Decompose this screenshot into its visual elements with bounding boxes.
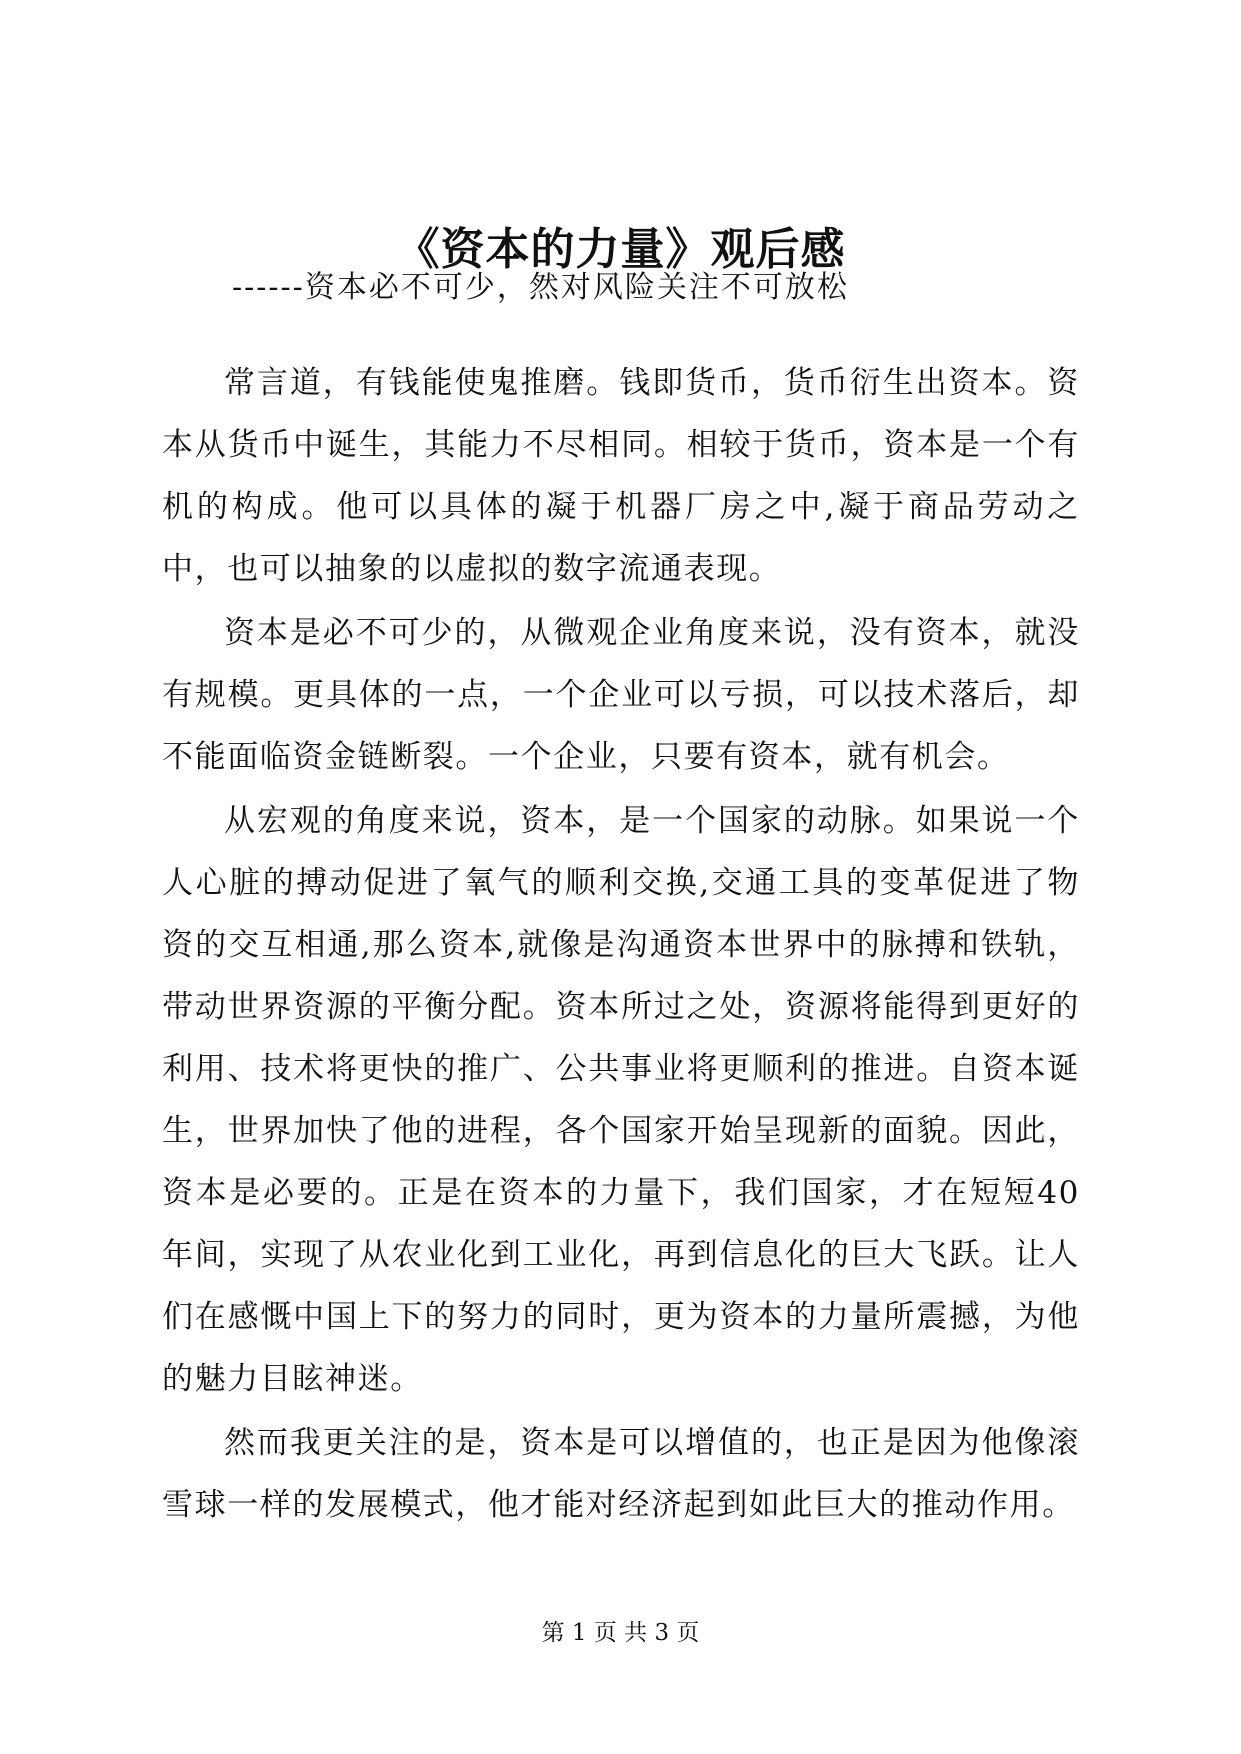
paragraph-2: 资本是必不可少的，从微观企业角度来说，没有资本，就没有规模。更具体的一点，一个企业可以亏损，可以技术落后，却不能面临资金链断裂。一个企业，只要有资本，就有机会。	[162, 615, 1080, 775]
page-number-footer: 第 1 页 共 3 页	[541, 1620, 700, 1646]
paragraph-4: 然而我更关注的是，资本是可以增值的，也正是因为他像滚雪球一样的发展模式，他才能对经济起到如此巨大的推动作用。	[162, 1425, 1080, 1523]
paragraph-3: 从宏观的角度来说，资本，是一个国家的动脉。如果说一个人心脏的搏动促进了氧气的顺利交换,交通工具的变革促进了物资的交互相通,那么资本,就像是沟通资本世界中的脉搏和铁轨，带动世界资源的平衡分配。资本所过之处，资源将能得到更好的利用、技术将更快的推广、公共事业将更顺利的推进。自资本诞生，世界加快了他的进程，各个国家开始呈现新的面貌。因此，资本是必要的。正是在资本的力量下，我们国家，才在短短40年间，实现了从农业化到工业化，再到信息化的巨大飞跃。让人们在感慨中国上下的努力的同时，更为资本的力量所震撼，为他的魅力目眩神迷。	[162, 803, 1080, 1397]
document-title: 《资本的力量》观后感	[395, 224, 846, 275]
document-body	[162, 352, 1080, 1538]
paragraph-1: 常言道，有钱能使鬼推磨。钱即货币，货币衍生出资本。资本从货币中诞生，其能力不尽相同。相较于货币，资本是一个有机的构成。他可以具体的凝于机器厂房之中,凝于商品劳动之中，也可以抽象的以虚拟的数字流通表现。	[162, 365, 1080, 587]
document-subtitle: ------资本必不可少，然对风险关注不可放松	[232, 270, 849, 305]
